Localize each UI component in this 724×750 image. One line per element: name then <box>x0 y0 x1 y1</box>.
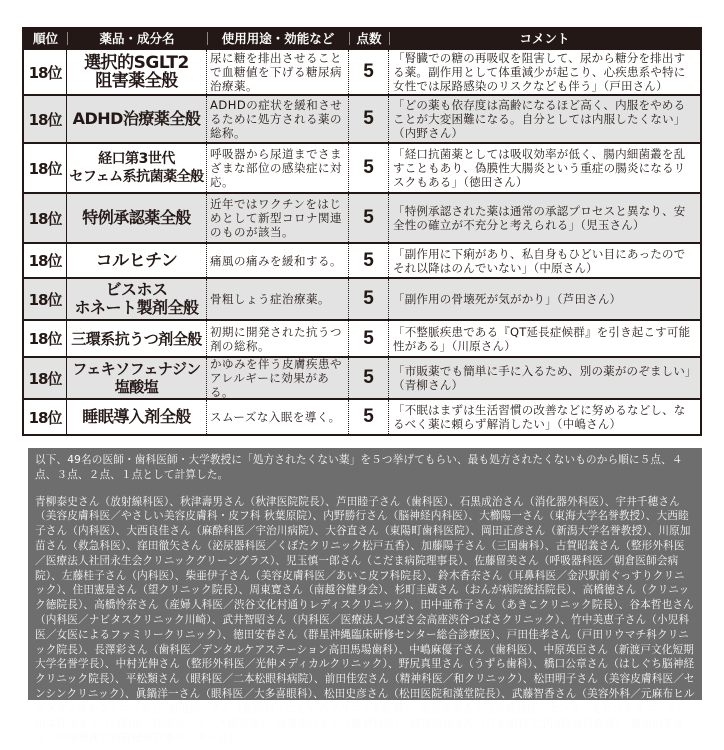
comment-cell: 「どの薬も依存度は高齢になるほど高く、内服をやめることが大変困難になる。自分としては内服したくない」（内野さん） <box>393 98 686 140</box>
header-points: 点数 <box>349 29 389 48</box>
table-row <box>24 94 700 142</box>
rank-cell: 18位 <box>24 244 67 277</box>
use-cell: 尿に糖を排出させることで血糖値を下げる糖尿病治療薬。 <box>207 50 349 94</box>
points-cell: 5 <box>349 50 389 94</box>
header-rank: 順位 <box>32 31 58 46</box>
use-cell: 骨粗しょう症治療薬。 <box>207 279 349 319</box>
table-row <box>24 242 700 277</box>
drug-name-line2: 塩酸塩 <box>114 378 159 396</box>
rank-cell: 18位 <box>24 321 67 356</box>
ranking-table <box>22 27 702 436</box>
table-row <box>24 319 700 356</box>
drug-name-line1: フェキソフェナジン <box>72 360 201 378</box>
points-cell: 5 <box>349 96 389 142</box>
points-cell: 5 <box>349 358 389 398</box>
use-cell: 初期に開発された抗うつ剤の総称。 <box>207 321 349 356</box>
drug-name-line1: ビスホス <box>105 280 168 299</box>
use-cell: かゆみを伴う皮膚疾患やアレルギーに効果がある。 <box>207 358 349 398</box>
use-cell: ADHDの症状を緩和させるために処方される薬の総称。 <box>207 96 349 142</box>
comment-cell: 「不眠はまずは生活習慣の改善などに努めるなどし、なるべく薬に頼らず解消したい」（中嶋さん） <box>393 403 686 431</box>
contributors-list: 青柳泰史さん（放射線科医）、秋津壽男さん（秋津医院院長）、芦田睦子さん（歯科医）、石黒成治さん（消化器外科医）、宇井千穂さん（美容皮膚科医／やさしい美容皮膚科・皮フ科 秋葉原院）、内野勝行さん（脳神経内科医）、大櫛陽一さん（東海大学名誉教授）、大西睦子さん（内科医）、大西良佳さん（麻酔科医／宇治川病院）、大谷直さん（東陽町歯科医院）、岡田正彦さん（新潟大学名誉教授）、川原加苗さん（救急科医）、窪田徹矢さん（泌尿器科医／くぼたクリニック松戸五香）、加藤陽子さん（三国歯科）、古賀昭義さん（整形外科医／医療法人社団永生会クリニックグリーングラス）、児玉慎一郎さん（こだま病院理事長）、佐藤留美さん（呼吸器科医／朝倉医師会病院）、左藤桂子さん（内科医）、柴亜伊子さん（美容皮膚科医／あいこ皮フ科院長）、鈴木香奈さん（耳鼻科医／金沢駅前ぐっすりクリニック）、住田憲是さん（望クリニック院長）、周東寛さん（南越谷健身会）、杉町圭蔵さん（おんが病院統括院長）、高橋徳さん（クリニック徳院長）、高橋怜奈さん（産婦人科医／渋谷文化村通りレディスクリニック）、田中亜希子さん（あきこクリニック院長）、谷本哲也さん（内科医／ナビタスクリニック川崎）、武井智昭さん（内科医／医療法人つばさ会高座渋谷つばさクリニック）、竹中美恵子さん（小児科医／女医によるファミリークリニック）、徳田安春さん（群星沖縄臨床研修センター総合診療医）、戸田佳孝さん（戸田リウマチ科クリニック院長）、長澤彩さん（歯科医／デンタルケアステーション高田馬場歯科）、中嶋麻優子さん（歯科医）、中原英臣さん（新渡戸文化短期大学名誉学長）、中村光伸さん（整形外科医／光伸メディカルクリニック）、野尻真里さん（うずら歯科）、橋口公章さん（はしぐち脳神経クリニック院長）、平松類さん（眼科医／二本松眼科病院）、前田佳宏さん（精神科医／和クリニック）、松田明子さん（美容皮膚科医／センシンクリニック）、眞鍋洋一さん（眼科医／大多喜眼科）、松田史彦さん（松田医院和漢堂院長）、武藤智香さん（美容外科／元麻布ヒルズメディカルクリニック）、福地裕三さん（性病科／にしいろクリニック新橋）、福長美幸さん（皮膚科医／センター北ヒロクリニック）、山本佳奈さん（内科医／医療ガバナンス研究所）、渡邊宏行さん（精神科医）、渡辺尚彦さん（日本歯科大学内科客員教授）、渡辺信幸さん（中部徳洲会病院健康管理センター長） <box>35 495 695 745</box>
drug-name-line1: 経口第3世代 <box>98 151 175 167</box>
use-cell: スムーズな入眠を導く。 <box>207 400 349 434</box>
use-cell: 痛風の痛みを緩和する。 <box>207 244 349 277</box>
drug-name-line1: ADHD治療薬全般 <box>72 109 201 128</box>
table-row <box>24 192 700 242</box>
survey-notes <box>28 448 702 745</box>
table-row <box>24 48 700 94</box>
comment-cell: 「不整脈疾患である『QT延長症候群』を引き起こす可能性がある」（川原さん） <box>393 324 691 353</box>
drug-name-line2: セフェム系抗菌薬全般 <box>69 169 204 185</box>
comment-cell: 「副作用に下痢があり、私自身もひどい目にあったのでそれ以降はのんでいない」（中原さん） <box>393 246 686 275</box>
drug-name-cell <box>67 321 207 356</box>
drug-name-cell <box>67 400 207 434</box>
drug-name-cell <box>67 50 207 94</box>
rank-cell: 18位 <box>24 194 67 242</box>
table-row <box>24 356 700 398</box>
comment-cell: 「市販薬でも簡単に手に入るため、別の薬がのぞましい」（青柳さん） <box>393 364 691 392</box>
rank-cell: 18位 <box>24 96 67 142</box>
drug-name-line1: コルヒチン <box>95 250 178 271</box>
table-header <box>24 29 700 48</box>
use-cell: 近年ではワクチンをはじめとして新型コロナ関連のものが該当。 <box>207 194 349 242</box>
drug-name-cell <box>67 194 207 242</box>
comment-cell: 「腎臓での糖の再吸収を阻害して、尿から糖分を排出する薬。副作用として体重減少が起こり、心疾患系や特に女性では尿路感染のリスクなども伴う」（戸田さん） <box>393 51 686 93</box>
points-cell: 5 <box>349 400 389 434</box>
header-use: 使用用途・効能など <box>207 29 349 48</box>
drug-name-line2: 阻害薬全般 <box>95 71 178 91</box>
rank-cell: 18位 <box>24 279 67 319</box>
drug-name-line1: 選択的SGLT2 <box>84 53 189 73</box>
drug-name-cell <box>67 244 207 277</box>
drug-name-line1: 三環系抗うつ剤全般 <box>71 329 202 348</box>
table-row <box>24 142 700 192</box>
drug-name-cell <box>67 144 207 192</box>
drug-name-cell <box>67 279 207 319</box>
drug-name-line2: ホネート製剤全般 <box>74 298 199 317</box>
drug-name-line1: 特例承認薬全般 <box>82 208 191 227</box>
points-cell: 5 <box>349 244 389 277</box>
table-row <box>24 277 700 319</box>
comment-cell: 「特例承認された薬は通常の承認プロセスと異なり、安全性の確立が不充分と考えられる」（児玉さん） <box>393 204 686 232</box>
use-cell: 呼吸器から尿道までさまざまな部位の感染症に対応。 <box>207 144 349 192</box>
comment-cell: 「経口抗菌薬としては吸収効率が低く、腸内細菌叢を乱すこともあり、偽膜性大腸炎という重症の腸炎になるリスクもある」（徳田さん） <box>393 147 686 189</box>
points-cell: 5 <box>349 144 389 192</box>
rank-cell: 18位 <box>24 358 67 398</box>
header-name: 薬品・成分名 <box>67 29 207 48</box>
table-row <box>24 398 700 434</box>
survey-method-text: 以下、49名の医師・歯科医師・大学教授に「処方されたくない薬」を５つ挙げてもらい、最も処方されたくないものから順に５点、４点、３点、２点、１点として計算した。 <box>35 454 683 481</box>
comment-cell: 「副作用の骨壊死が気がかり」（芦田さん） <box>393 292 622 306</box>
rank-cell: 18位 <box>24 400 67 434</box>
header-comment: コメント <box>389 29 700 48</box>
rank-cell: 18位 <box>24 50 67 94</box>
rank-cell: 18位 <box>24 144 67 192</box>
points-cell: 5 <box>349 194 389 242</box>
points-cell: 5 <box>349 279 389 319</box>
drug-name-cell <box>67 96 207 142</box>
drug-name-line1: 睡眠導入剤全般 <box>82 407 191 426</box>
drug-name-cell <box>67 358 207 398</box>
points-cell: 5 <box>349 321 389 356</box>
